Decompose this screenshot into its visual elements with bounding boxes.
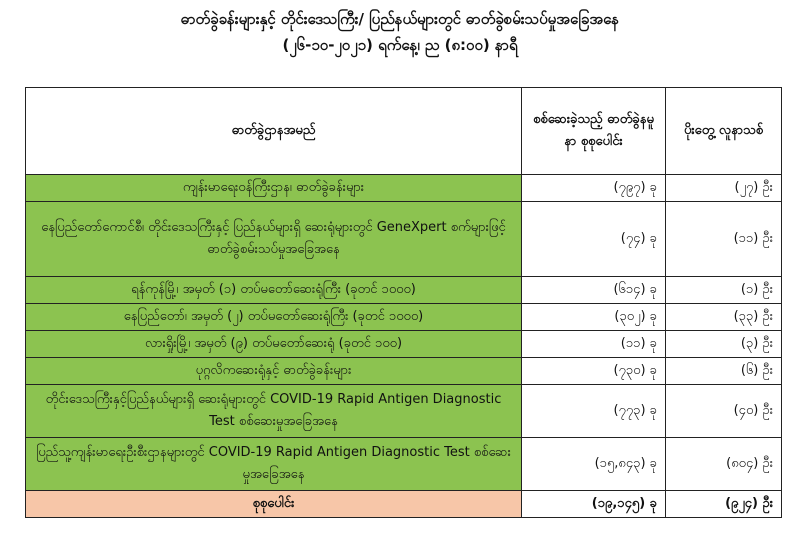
lab-name-cell: နေပြည်တော်ကောင်စီ၊ တိုင်းဒေသကြီးနှင့် ပြည်နယ်များရှိ ဆေးရုံများတွင် GeneXpert စက်များဖြင့် ဓာတ်ခွဲစမ်းသပ်မှုအခြေအနေ [26,202,522,277]
positive-cell: (၃၃) ဦး [666,304,782,331]
tested-cell: (၇၇၃) ခု [522,385,666,438]
table-row [26,438,782,491]
positive-cell: (၂၇) ဦး [666,175,782,202]
tested-cell: (၇၃၀) ခု [522,358,666,385]
lab-name-cell: လားရှိုးမြို့၊ အမှတ် (၉) တပ်မတော်ဆေးရုံ (ခုတင် ၁၀၀) [26,331,522,358]
positive-cell: (၁၁) ဦး [666,202,782,277]
table-row [26,358,782,385]
header-positive-people: ပိုးတွေ့ လူနာသစ် [666,88,782,175]
tested-cell: (၁၅,၈၄၃) ခု [522,438,666,491]
positive-cell: (၃) ဦး [666,331,782,358]
total-positive: (၉၂၄) ဦး [666,491,782,518]
table-row [26,385,782,438]
title-line-2: (၂၆-၁၀-၂၀၂၁) ရက်နေ့၊ ည (၈:၀၀) နာရီ [282,36,518,54]
positive-cell: (၁) ဦး [666,277,782,304]
header-tested-total: စစ်ဆေးခဲ့သည့် ဓာတ်ခွဲနမူနာ စုစုပေါင်း [522,88,666,175]
total-label: စုစုပေါင်း [26,491,522,518]
tested-cell: (၁၁) ခု [522,331,666,358]
lab-name-cell: ပြည်သူ့ကျန်းမာရေးဦးစီးဌာနများတွင် COVID-19 Rapid Antigen Diagnostic Test စစ်ဆေးမှုအခြေအနေ [26,438,522,491]
tested-cell: (၃၀၂) ခု [522,304,666,331]
table-row [26,175,782,202]
table-row [26,304,782,331]
positive-cell: (၄၀) ဦး [666,385,782,438]
table-row [26,277,782,304]
tested-cell: (၇၉၇) ခု [522,175,666,202]
header-row [26,88,782,175]
tested-cell: (၇၄) ခု [522,202,666,277]
lab-testing-table [25,87,782,518]
lab-name-cell: ကျန်းမာရေးဝန်ကြီးဌာန၊ ဓာတ်ခွဲခန်းများ [26,175,522,202]
tested-cell: (၆၁၄) ခု [522,277,666,304]
lab-name-cell: တိုင်းဒေသကြီးနှင့်ပြည်နယ်များရှိ ဆေးရုံများတွင် COVID-19 Rapid Antigen Diagnostic Test စစ်ဆေးမှုအခြေအနေ [26,385,522,438]
total-tested: (၁၉,၁၄၅) ခု [522,491,666,518]
lab-name-cell: ရန်ကုန်မြို့၊ အမှတ် (၁) တပ်မတော်ဆေးရုံကြီး (ခုတင် ၁၀၀၀) [26,277,522,304]
header-lab-name: ဓာတ်ခွဲဌာနအမည် [26,88,522,175]
positive-cell: (၈၀၄) ဦး [666,438,782,491]
lab-name-cell: နေပြည်တော်၊ အမှတ် (၂) တပ်မတော်ဆေးရုံကြီး (ခုတင် ၁၀၀၀) [26,304,522,331]
title-line-1: ဓာတ်ခွဲခန်းများနှင့် တိုင်းဒေသကြီး/ ပြည်နယ်များတွင် ဓာတ်ခွဲစမ်းသပ်မှုအခြေအနေ [180,10,620,28]
positive-cell: (၆) ဦး [666,358,782,385]
lab-name-cell: ပုဂ္ဂလိကဆေးရုံနှင့် ဓာတ်ခွဲခန်းများ [26,358,522,385]
table-row [26,202,782,277]
total-row [26,491,782,518]
table-row [26,331,782,358]
